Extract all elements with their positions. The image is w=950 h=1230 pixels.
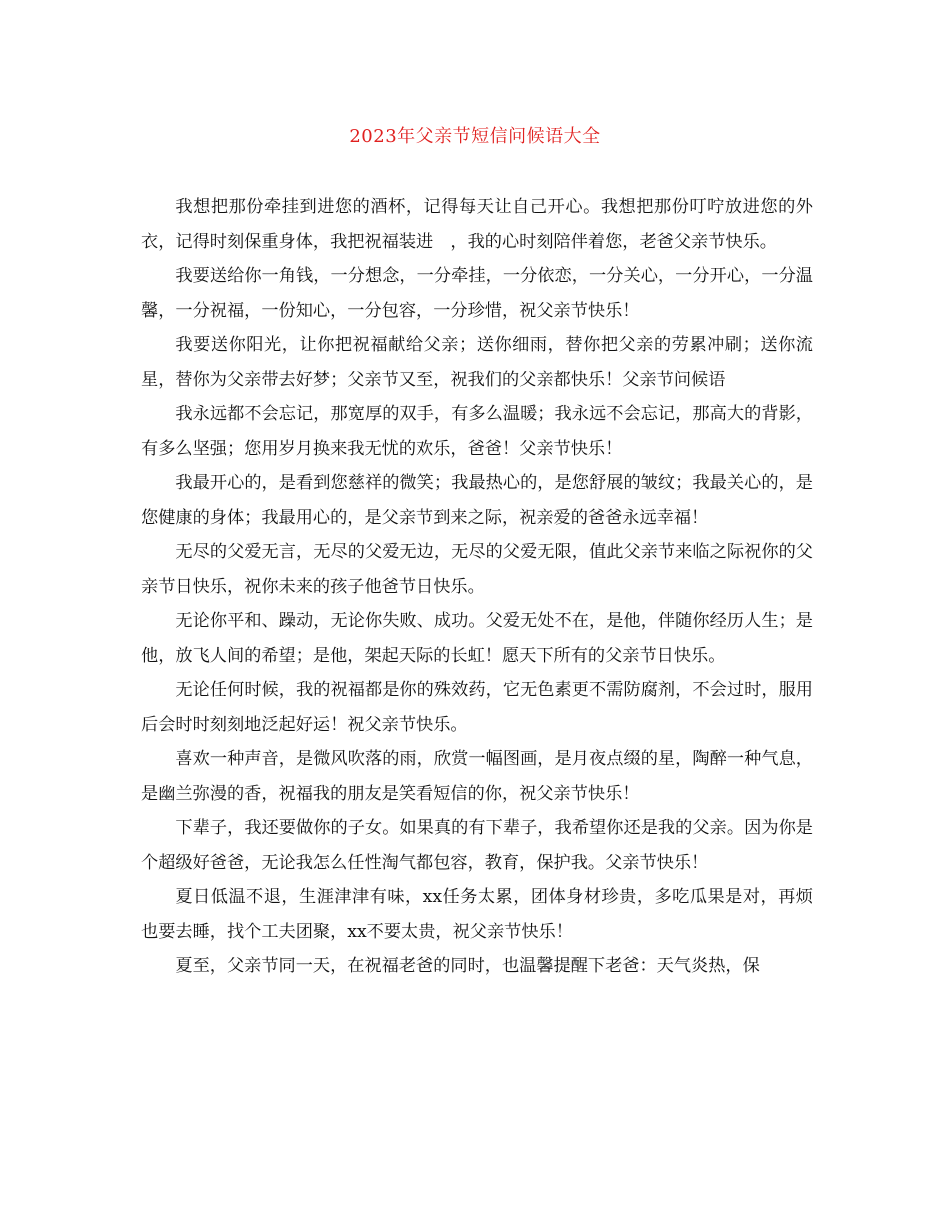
paragraph: 下辈子，我还要做你的子女。如果真的有下辈子，我希望你还是我的父亲。因为你是个超级好爸爸，无论我怎么任性淘气都包容，教育，保护我。父亲节快乐！: [141, 818, 813, 873]
paragraph: 我要送你阳光，让你把祝福献给父亲；送你细雨，替你把父亲的劳累冲刷；送你流星，替你为父亲带去好梦；父亲节又至，祝我们的父亲都快乐！父亲节问候语: [141, 335, 813, 390]
paragraph: 无论任何时候，我的祝福都是你的殊效药，它无色素更不需防腐剂，不会过时，服用后会时时刻刻地泛起好运！祝父亲节快乐。: [141, 680, 813, 735]
paragraph: 无论你平和、躁动，无论你失败、成功。父爱无处不在，是他，伴随你经历人生；是他，放飞人间的希望；是他，架起天际的长虹！愿天下所有的父亲节日快乐。: [141, 611, 813, 666]
paragraph: 我想把那份牵挂到进您的酒杯，记得每天让自己开心。我想把那份叮咛放进您的外衣，记得时刻保重身体，我把祝福装进 ，我的心时刻陪伴着您，老爸父亲节快乐。: [141, 197, 813, 252]
paragraph: 夏至，父亲节同一天，在祝福老爸的同时，也温馨提醒下老爸：天气炎热，保: [175, 956, 760, 976]
paragraph: 我最开心的，是看到您慈祥的微笑；我最热心的，是您舒展的皱纹；我最关心的，是您健康的身体；我最用心的，是父亲节到来之际，祝亲爱的爸爸永远幸福！: [141, 473, 813, 528]
paragraph: 我要送给你一角钱，一分想念，一分牵挂，一分依恋，一分关心，一分开心，一分温馨，一分祝福，一份知心，一分包容，一分珍惜，祝父亲节快乐！: [141, 266, 813, 321]
paragraph: 我永远都不会忘记，那宽厚的双手，有多么温暖；我永远不会忘记，那高大的背影，有多么坚强；您用岁月换来我无忧的欢乐，爸爸！父亲节快乐！: [141, 404, 813, 459]
document-body: [141, 190, 813, 984]
paragraph: 无尽的父爱无言，无尽的父爱无边，无尽的父爱无限，值此父亲节来临之际祝你的父亲节日快乐，祝你未来的孩子他爸节日快乐。: [141, 542, 813, 597]
paragraph: 夏日低温不退，生涯津津有味，xx任务太累，团体身材珍贵，多吃瓜果是对，再烦也要去睡，找个工夫团聚，xx不要太贵，祝父亲节快乐！: [141, 887, 813, 942]
paragraph: 喜欢一种声音，是微风吹落的雨，欣赏一幅图画，是月夜点缀的星，陶醉一种气息，是幽兰弥漫的香，祝福我的朋友是笑看短信的你，祝父亲节快乐！: [141, 749, 813, 804]
document-title: 2023年父亲节短信问候语大全: [349, 126, 601, 147]
